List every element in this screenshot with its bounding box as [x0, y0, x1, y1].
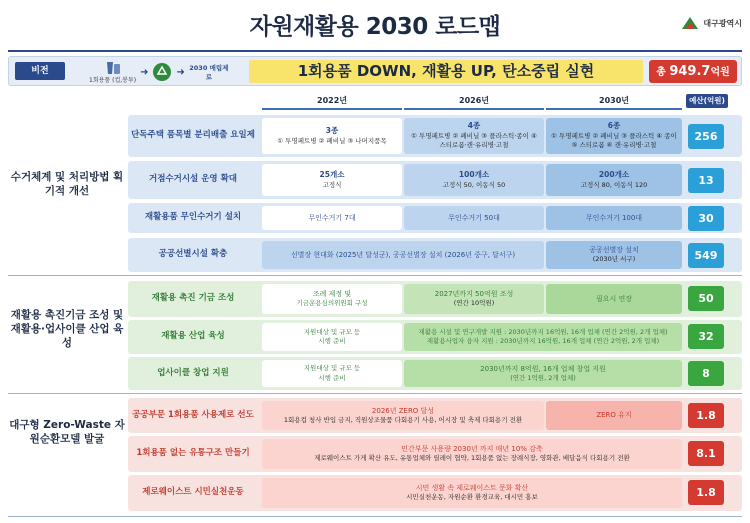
cell-line: (연간 1억원, 2개 업체) [510, 373, 576, 382]
budget-badge: 256 [688, 124, 724, 149]
cell-head: 선별장 현대화 (2025년 달성군), 공공선별장 설치 (2026년 중구, 달서구) [290, 250, 516, 259]
cell-line: 재활용사업자 융자 지원 : 2030년까지 16억원, 16개 업체 (연간 2억원, 2개 업체) [426, 337, 660, 345]
group-label-zero-waste: 대구형 Zero-Waste 자원순환모델 발굴 [9, 419, 125, 446]
cell-2022 [262, 323, 402, 351]
row-label: 거점수거시설 운영 확대 [148, 174, 238, 185]
cell-line: 2030년까지 8억원, 16개 업체 창업 지원 [480, 364, 606, 373]
row-label: 공공부문 1회용품 사용제로 선도 [132, 409, 254, 420]
group-divider [8, 275, 742, 276]
cell-head: 무인수거기 100대 [585, 213, 643, 222]
cell-body: 고정식 80, 이동식 120 [580, 180, 648, 189]
column-2030-underline [546, 108, 682, 110]
budget-badge: 30 [688, 206, 724, 231]
vision-statement: 1회용품 DOWN, 재활용 UP, 탄소중립 실현 [249, 60, 643, 83]
cell-head: 3종 [325, 125, 339, 135]
cell-body: 시행 준비 [318, 373, 346, 382]
cell-body: ① 투명페트병 ② 폐비닐 ③ 플라스틱·종이 ④ 스티로폼·캔·유리병·고철 [411, 132, 537, 150]
disposable-cup-icon [89, 61, 136, 84]
zero-landfill-caption: 2030 매립제로 [189, 64, 229, 81]
cell-2030 [546, 206, 682, 230]
cell-2026 [404, 118, 544, 154]
budget-badge: 8 [688, 361, 724, 386]
cell-head: 200개소 [598, 169, 630, 179]
cell-2030 [546, 241, 682, 269]
city-logo-text: 대구광역시 [703, 18, 742, 28]
budget-badge: 1.8 [688, 480, 724, 505]
cell-body: 제로웨이스트 가게 확산 유도, 유통업체와 릴레이 협약, 1회용품 없는 장례식장, 영화관, 배달음식 다회용기 전환 [314, 454, 630, 463]
vision-bar [8, 56, 742, 86]
total-value: 949.7 [669, 64, 711, 79]
arrow-right-icon: ➜ [140, 66, 149, 78]
row-label: 재활용품 무인수거기 설치 [144, 212, 242, 223]
budget-column-header: 예산(억원) [686, 94, 728, 108]
cell-head: 6종 [607, 121, 621, 131]
cell-2022 [262, 360, 402, 387]
row-label: 공공선별시설 확충 [158, 249, 228, 260]
cell-head: 무인수거기 7대 [308, 213, 356, 222]
zero-landfill-icon [189, 63, 229, 81]
bottom-divider [8, 516, 742, 517]
cell-head: 필요시 연장 [595, 294, 633, 303]
budget-badge: 549 [688, 243, 724, 268]
cell-body: 고정식 [322, 180, 342, 189]
cell-head: 조례 제정 및 [312, 290, 352, 299]
cell-head: 민간부문 사용량 2030년 까지 매년 10% 감축 [401, 445, 543, 454]
row-label: 재활용 촉진 기금 조성 [151, 293, 235, 304]
cell-2030 [546, 284, 682, 314]
cell-body: (연간 10억원) [453, 299, 495, 308]
group-divider [8, 393, 742, 394]
cell-body: 기금운용심의위원회 구성 [296, 299, 368, 308]
cell-2022-2030 [262, 439, 682, 469]
cell-body: (2030년 서구) [592, 255, 636, 264]
row-label: 업사이클 창업 지원 [157, 367, 229, 378]
total-prefix: 총 [656, 67, 666, 78]
cell-2026 [404, 284, 544, 314]
row-label: 1회용품 없는 유통구조 만들기 [136, 448, 250, 459]
cell-body: ① 투명페트병 ② 폐비닐 ③ 플라스틱 ④ 종이 ⑤ 스티로폼 ⑥ 캔·유리병·고철 [551, 132, 677, 150]
cell-body: 시민실천운동, 자원순환 환경교육, 대시민 홍보 [406, 493, 538, 502]
cell-2022 [262, 164, 402, 196]
cup-caption: 1회용품 (컵,봉투) [89, 76, 137, 84]
cell-body: 시행 준비 [318, 337, 346, 345]
cell-2022-2026 [262, 241, 544, 269]
cell-2022-2026 [262, 401, 544, 430]
cell-2022 [262, 206, 402, 230]
vision-label: 비전 [15, 62, 65, 80]
cell-head: 시민 생활 속 제로웨이스트 문화 확산 [415, 484, 529, 493]
vision-icons [89, 60, 239, 84]
cell-2030 [546, 164, 682, 196]
cell-2030 [546, 401, 682, 430]
column-2026-underline [404, 108, 544, 110]
column-2022-underline [262, 108, 402, 110]
cell-2022-2030 [262, 478, 682, 508]
budget-badge: 8.1 [688, 441, 724, 466]
cell-head: 지원대상 및 규모 등 [303, 327, 361, 336]
cell-2022 [262, 284, 402, 314]
group-label-collection: 수거체계 및 처리방법 획기적 개선 [10, 171, 124, 198]
cell-head: 25개소 [319, 169, 345, 179]
row-label: 재활용 산업 육성 [161, 331, 225, 342]
cell-head: 공공선별장 설치 [589, 246, 639, 255]
cell-body: 1회용컵 청사 반입 금지, 직원상조물품 다회용기 사용, 어시장 및 축제 다회용기 전환 [283, 415, 523, 424]
arrow-right-icon: ➜ [176, 66, 185, 78]
cell-head: 지원대상 및 규모 등 [303, 364, 361, 373]
cell-2026-2030 [404, 360, 682, 387]
column-2022: 2022년 [317, 96, 347, 105]
city-logo-icon [681, 16, 699, 30]
budget-badge: 50 [688, 286, 724, 311]
title-divider [8, 50, 742, 52]
cell-2030 [546, 118, 682, 154]
column-2030: 2030년 [599, 96, 629, 105]
budget-badge: 13 [688, 168, 724, 193]
cell-head: 4종 [467, 121, 481, 131]
cell-body: ① 투명페트병 ② 폐비닐 ③ 나머지품목 [277, 136, 387, 145]
cell-head: 100개소 [458, 169, 490, 179]
cell-head: ZERO 유지 [596, 411, 632, 420]
cell-head: 무인수거기 50대 [448, 213, 500, 222]
recycle-icon [152, 62, 172, 82]
budget-badge: 32 [688, 324, 724, 349]
cell-2026 [404, 164, 544, 196]
total-unit: 억원 [710, 67, 730, 78]
city-logo [681, 16, 742, 30]
budget-badge: 1.8 [688, 403, 724, 428]
group-label-recycling-fund: 재활용 촉진기금 조성 및 재활용·업사이클 산업 육성 [10, 309, 124, 350]
cell-2026-2030 [404, 323, 682, 351]
page-title: 자원재활용 2030 로드맵 [249, 14, 501, 40]
column-2026: 2026년 [459, 96, 489, 105]
row-label: 제로웨이스트 시민실천운동 [142, 487, 244, 498]
cell-head: 2026년 ZERO 달성 [371, 406, 435, 415]
cell-head: 2027년까지 50억원 조성 [434, 290, 514, 299]
cell-line: 재활용 시설 및 연구개발 지원 : 2030년까지 16억원, 16개 업체 (연간 2억원, 2개 업체) [418, 327, 668, 336]
total-budget-badge [649, 60, 737, 83]
row-label: 단독주택 품목별 분리배출 요일제 [131, 130, 255, 141]
cell-body: 고정식 50, 이동식 50 [442, 180, 506, 189]
cell-2026 [404, 206, 544, 230]
cell-2022 [262, 118, 402, 154]
